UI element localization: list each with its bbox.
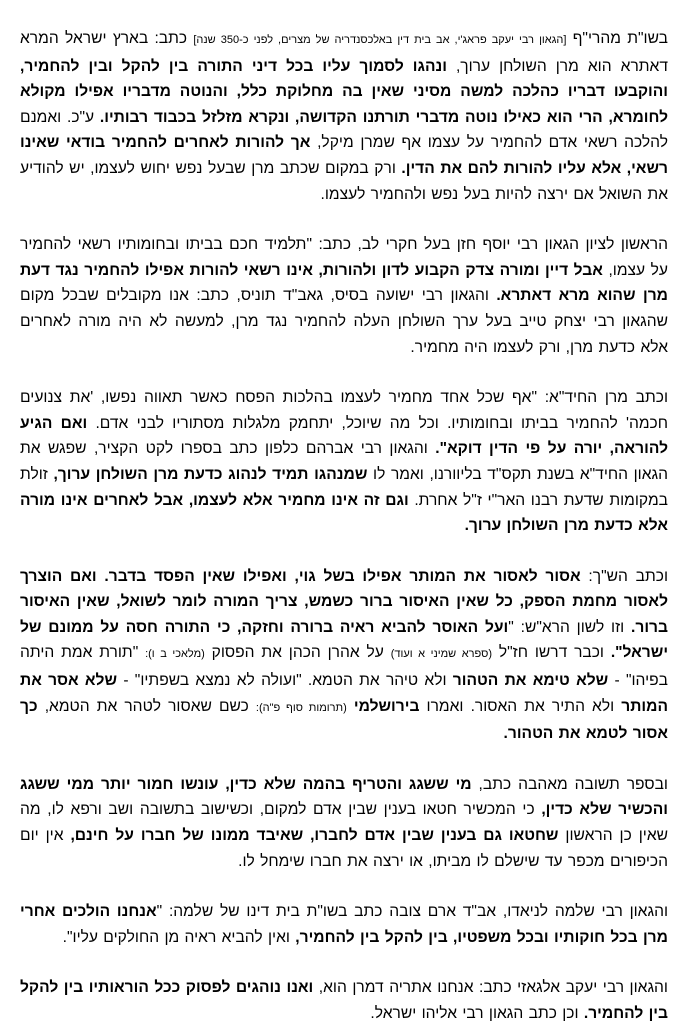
text-run: וכתב הש"ך: (580, 567, 668, 585)
bold-text-run: ואם הגיע להוראה, יורה על פי הדין דוקא". (20, 414, 668, 458)
bold-text-run: ועל האוסר להביא ראיה ברורה וחזקה, כי התורה חסה על ממונם של ישראל". (20, 618, 669, 662)
citation-text: (ספרא שמיני א ועוד) (390, 648, 493, 661)
bold-text-run: ואנו נוהגים לפסוק ככל הוראותיו בין להקל בין להחמיר. (20, 979, 668, 1022)
text-run: "תורת אמת היתה בפיהו" - (20, 644, 669, 690)
text-run: בשו"ת מהרי"ף (566, 30, 668, 47)
text-run: זולת במקומות שדעת רבנו האר"י ז"ל אחרת. (20, 465, 669, 509)
text-run: על אהרן הכהן את הפסוק (204, 644, 391, 662)
text-run (347, 698, 354, 715)
text-run: ואין להביא ראיה מן החולקים עליו". (62, 928, 296, 946)
bold-text-run: ונהגו לסמוך עליו בכל דיני התורה בין להקל ובין להחמיר, והוקבעו דבריו כהלכה למשה מסיני שאין בה מחלוקת כלל, והנוטה מדבריו אפילו מקולא לחומרא, הרי הוא כאילו נוטה מדברי תורתנו הקדושה, ונקרא מזלזל בכבוד רבותיו. (20, 57, 669, 126)
bold-text-run: אבל דיין ומורה צדק הקבוע לדון ולהורות, אינו רשאי להורות אפילו להחמיר נגד דעת מרן שהוא מרא דאתרא. (20, 261, 668, 305)
bold-text-run: בירושלמי (353, 697, 420, 715)
text-run: כי המכשיר חטאו בענין שבין אדם למקום, וכשישוב בתשובה ושב ורפא לו, מה שאין כן הראשון (20, 801, 668, 845)
text-run: וזו לשון הרא"ש: " (508, 618, 631, 636)
text-run: ורק במקום שכתב מרן שבעל נפש יחוש לעצמו, יש להודיע את השואל אם ירצה להיות בעל נפש ולהחמיר לעצמו. (20, 159, 668, 203)
text-run: והגאון רבי שלמה לניאדו, אב"ד ארם צובה כתב בשו"ת בית דינו של שלמה: " (156, 903, 668, 921)
bold-text-run: שלא אסר את המותר (20, 672, 668, 715)
text-run: ולא טיהר את הטמא. "ועולה לא נמצא בשפתיו" - (117, 672, 453, 690)
bold-text-run: שלא טימא את הטהור (452, 672, 609, 690)
text-run: והגאון רבי ישועה בסיס, גאב"ד תוניס, כתב: אנו מקובלים שבכל מקום שהגאון רבי יצחק טייב בעל ערך השולחן העלה להחמיר נגד מרן, למעשה לא היה מורה לאחרים אלא כדעת מרן, ורק לעצמו היה מחמיר. (20, 287, 668, 356)
bold-text-run: אסור לאסור את המותר אפילו בשל גוי, ואפילו שאין הפסד בדבר. ואם הוצרך לאסור מחמת הספק, כל שאין האיסור ברור כשמש, צריך המורה לומר לשואל, שאין האיסור ברור. (20, 567, 668, 636)
text-run: כתב: בארץ ישראל המרא דאתרא הוא מרן השולחן ערוך, (20, 30, 668, 75)
bold-text-run: מי ששגג והטריף בהמה שלא כדין, עונשו חמור יותר ממי ששגג והכשיר שלא כדין, (20, 775, 668, 819)
citation-text: (מלאכי ב ו): (145, 648, 205, 661)
text-run: כשם שאסור לטהר את הטמא, (37, 697, 256, 715)
bold-text-run: אנחנו הולכים אחרי מרן בכל חוקותיו ובכל משפטיו, בין להקל בין להחמיר, (20, 903, 668, 946)
text-run: ובספר תשובה מאהבה כתב, (471, 775, 668, 793)
text-run: והגאון רבי אברהם כלפון כתב בספרו לקט הקציר, שפגש את הגאון החיד"א בשנת תקס"ד בליוורנו, ואמר לו (20, 440, 669, 483)
bold-text-run: שחטאו גם בענין שבין אדם לחברו, שאיבד ממונו של חברו על חינם, (70, 827, 559, 845)
text-run: ולא התיר את האסור. ואמרו (419, 697, 622, 715)
citation-text: (תרומות סוף פ"ה): (255, 701, 347, 714)
paragraph-beit-dino-shel-shlomo (20, 899, 668, 950)
paragraph-teshuva-meahava (20, 772, 668, 874)
text-run: וכבר דרשו חז"ל (492, 644, 611, 662)
text-run: הראשון לציון הגאון רבי יוסף חזן בעל חקרי לב, כתב: "תלמיד חכם בביתו ובחומותיו רשאי להחמיר על עצמו, (20, 236, 668, 279)
paragraph-chida (20, 385, 668, 539)
bold-text-run: אך להורות לאחרים להחמיר בודאי שאינו רשאי, אלא עליו להורות להם את הדין. (20, 134, 668, 177)
bold-text-run: וגם זה אינו מחמיר אלא לעצמו, אבל לאחרים אינו מורה אלא כדעת מרן השולחן ערוך. (20, 491, 668, 535)
paragraph-algazi (20, 975, 668, 1026)
citation-text: [הגאון רבי יעקב פראג'י, אב בית דין באלכסנדריה של מצרים, לפני כ-350 שנה] (193, 34, 567, 46)
bold-text-run: כך אסור לטמא את הטהור. (20, 697, 668, 743)
paragraph-chikrei-lev (20, 232, 668, 360)
text-run: וכתב מרן החיד"א: "אף שכל אחד מחמיר לעצמו בהלכות הפסח כאשר תאווה נפשו, 'את צנועים חכמה' להחמיר בביתו ובחומותיו. וכל מה שיוכל, יתחמק מלגלות מסתוריו לבני אדם. (20, 389, 668, 432)
text-run: ע"כ. ואמנם להלכה רשאי אדם להחמיר על עצמו אף שמרן מיקל, (20, 108, 668, 152)
paragraph-maharif (20, 26, 668, 207)
text-run: והגאון רבי יעקב אלגאזי כתב: אנחנו אתריה דמרן הוא, (313, 979, 668, 997)
text-run: וכן כתב הגאון רבי אליהו ישראל. (370, 1005, 584, 1022)
text-run: אין יום הכיפורים מכפר עד שישלם לו מביתו, או ירצה את חברו שימחל לו. (20, 827, 668, 870)
paragraph-shach (20, 564, 668, 747)
bold-text-run: שמנהגו תמיד לנהוג כדעת מרן השולחן ערוך, (53, 465, 368, 483)
